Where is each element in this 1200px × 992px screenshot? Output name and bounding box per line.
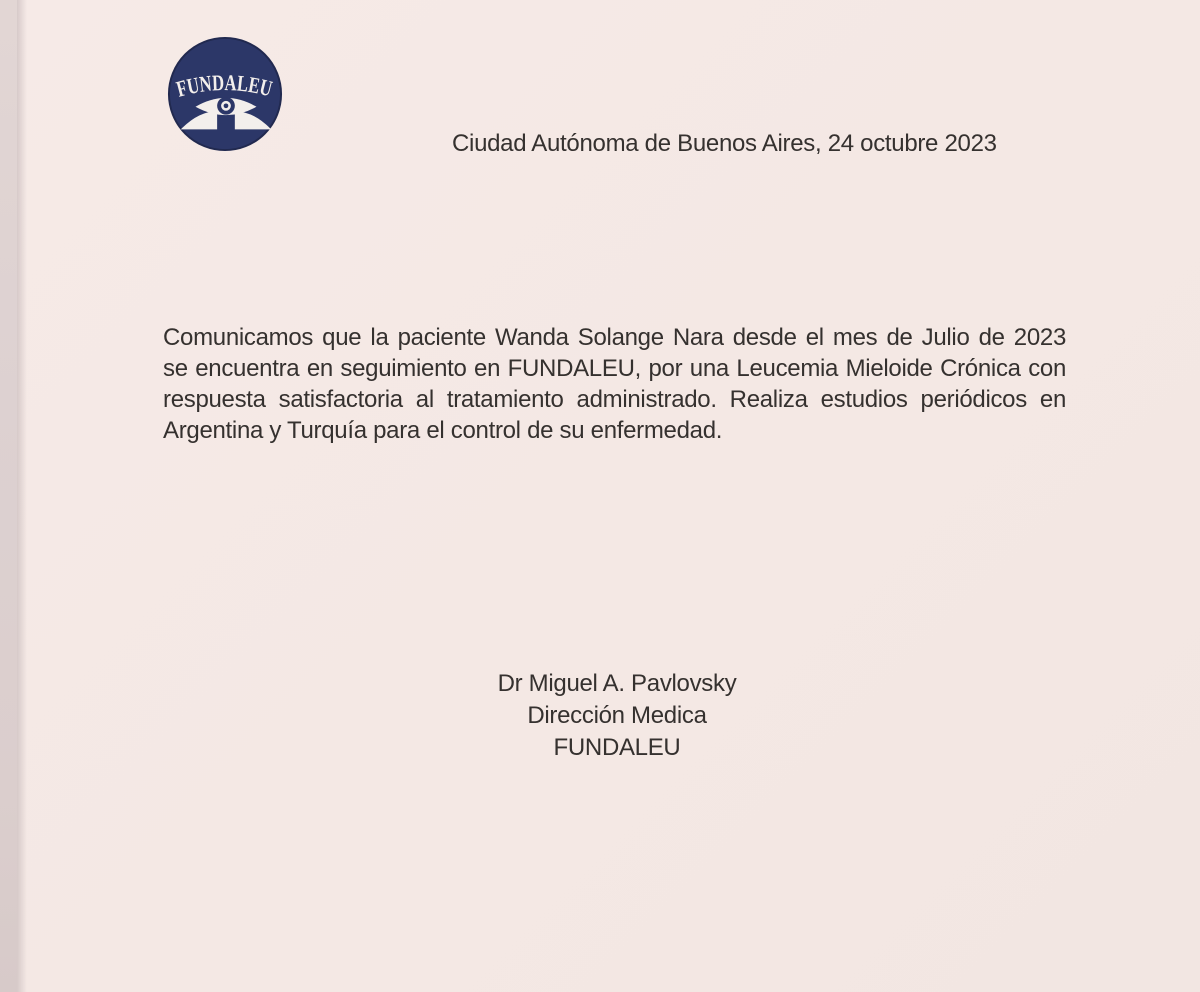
signature-title: Dirección Medica	[527, 702, 707, 729]
body-line: respuesta satisfactoria al tratamiento administrado. Realiza estudios periódicos en	[163, 386, 1066, 413]
letter-body-paragraph	[163, 322, 1066, 446]
fundaleu-logo-icon	[166, 35, 284, 153]
page-left-edge	[0, 0, 17, 992]
body-line: Comunicamos que la paciente Wanda Solange Nara desde el mes de Julio de 2023	[163, 324, 1066, 351]
fundaleu-logo	[166, 35, 284, 153]
letter-dateline: Ciudad Autónoma de Buenos Aires, 24 octubre 2023	[452, 130, 997, 157]
body-line: Argentina y Turquía para el control de su enfermedad.	[163, 417, 723, 444]
signature-block	[457, 668, 777, 764]
signature-org: FUNDALEU	[553, 734, 681, 761]
body-line: se encuentra en seguimiento en FUNDALEU, por una Leucemia Mieloide Crónica con	[163, 355, 1066, 382]
logo-wordmark: FUNDALEU	[173, 69, 280, 103]
signature-name: Dr Miguel A. Pavlovsky	[497, 670, 737, 697]
page-left-edge-shadow	[17, 0, 27, 992]
